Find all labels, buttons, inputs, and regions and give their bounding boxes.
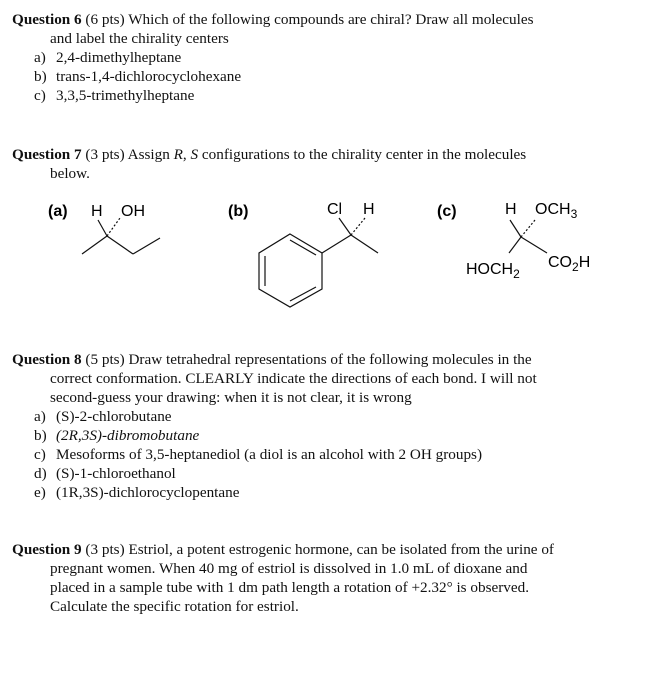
molecule-c-hoch2: $HOCH_2$ <box>466 261 520 281</box>
option-label: b) <box>34 68 47 85</box>
question-6-option-b <box>34 67 642 86</box>
molecule-a-oh: OH <box>121 203 145 220</box>
molecule-c-och3: $OCH_3$ <box>535 201 578 221</box>
bond <box>107 236 133 254</box>
question-6-option-a <box>34 48 642 67</box>
option-text: Mesoforms of 3,5-heptanediol (a diol is an alcohol with 2 OH groups) <box>56 446 483 463</box>
molecule-c-label: (c) <box>437 203 457 220</box>
question-8-line-1 <box>12 350 642 369</box>
bond <box>82 236 107 254</box>
question-8-option-d <box>34 464 642 483</box>
question-9-text-line: Estriol, a potent estrogenic hormone, can be isolated from the urine of <box>128 541 554 558</box>
bond-to-h <box>98 220 107 236</box>
bond-to-co2h <box>521 237 547 253</box>
question-7-points: (3 pts) <box>85 146 125 163</box>
option-text: 3,3,5-trimethylheptane <box>56 87 195 104</box>
question-7-text-a: Assign <box>127 146 170 163</box>
question-6-option-c <box>34 86 642 105</box>
question-6 <box>12 10 642 105</box>
molecule-b-cl: Cl <box>327 201 343 218</box>
molecule-c-co2h: $CO_2H$ <box>548 254 591 274</box>
option-text: 2,4-dimethylheptane <box>56 49 182 66</box>
bond-to-hoch2 <box>509 237 521 253</box>
option-text: (S)-2-chlorobutane <box>56 408 172 425</box>
question-6-points: (6 pts) <box>85 11 125 28</box>
question-8-option-e <box>34 483 642 502</box>
question-8-option-c <box>34 445 642 464</box>
dashed-bond-to-oh <box>107 218 120 236</box>
molecule-b-label: (b) <box>228 203 249 220</box>
question-9-points: (3 pts) <box>85 541 125 558</box>
question-7-text-b: configurations to the chirality center in the molecules <box>201 146 527 163</box>
question-8-option-a <box>34 407 642 426</box>
molecule-a-label: (a) <box>48 203 68 220</box>
bond <box>322 235 351 253</box>
bond-to-cl <box>339 218 351 235</box>
bond <box>351 235 378 253</box>
question-9-text-line: Calculate the specific rotation for estriol. <box>50 598 299 615</box>
question-8-text-line: correct conformation. CLEARLY indicate the directions of each bond. I will not <box>50 370 537 387</box>
s-config: S <box>190 146 199 163</box>
question-9-line-1 <box>12 540 642 559</box>
bond-to-h <box>510 220 521 237</box>
question-8-text-line: second-guess your drawing: when it is not clear, it is wrong <box>50 389 412 406</box>
molecule-a <box>48 203 160 254</box>
bond <box>133 238 160 254</box>
option-label: c) <box>34 446 46 463</box>
molecule-c-h: H <box>505 201 517 218</box>
molecule-b-h: H <box>363 201 375 218</box>
question-7-text-cont: below. <box>50 165 90 182</box>
r-config: R <box>173 146 183 163</box>
question-9 <box>12 540 642 616</box>
question-8-option-b <box>34 426 642 445</box>
question-8 <box>12 350 642 502</box>
question-9-text-line: pregnant women. When 40 mg of estriol is dissolved in 1.0 mL of dioxane and <box>50 560 528 577</box>
question-7-line-1 <box>12 145 642 164</box>
question-9-text-line: placed in a sample tube with 1 dm path length a rotation of +2.32° is observed. <box>50 579 530 596</box>
option-label: b) <box>34 427 47 444</box>
question-6-line-1 <box>12 10 642 29</box>
question-8-title: Question 8 <box>12 351 82 368</box>
option-text: (2R,3S)-dibromobutane <box>56 427 200 444</box>
option-text: trans-1,4-dichlorocyclohexane <box>56 68 242 85</box>
benzene-ring <box>259 234 322 307</box>
dashed-bond-to-h <box>351 218 365 235</box>
option-label: d) <box>34 465 47 482</box>
molecule-c <box>437 201 590 281</box>
option-label: e) <box>34 484 46 501</box>
molecule-figures <box>0 190 651 320</box>
option-label: a) <box>34 408 46 425</box>
option-text: (S)-1-chloroethanol <box>56 465 176 482</box>
question-6-title: Question 6 <box>12 11 82 28</box>
comma: , <box>182 146 187 163</box>
question-6-text-cont: and label the chirality centers <box>50 30 229 47</box>
question-9-title: Question 9 <box>12 541 82 558</box>
option-label: c) <box>34 87 46 104</box>
question-8-text-line: Draw tetrahedral representations of the following molecules in the <box>128 351 532 368</box>
question-8-points: (5 pts) <box>85 351 125 368</box>
molecule-a-h: H <box>91 203 103 220</box>
question-7-title: Question 7 <box>12 146 82 163</box>
dashed-bond-to-och3 <box>521 220 535 237</box>
option-text: (1R,3S)-dichlorocyclopentane <box>56 484 240 501</box>
question-6-text: Which of the following compounds are chiral? Draw all molecules <box>128 11 534 28</box>
option-label: a) <box>34 49 46 66</box>
molecule-b <box>228 201 378 307</box>
question-7 <box>12 145 642 183</box>
